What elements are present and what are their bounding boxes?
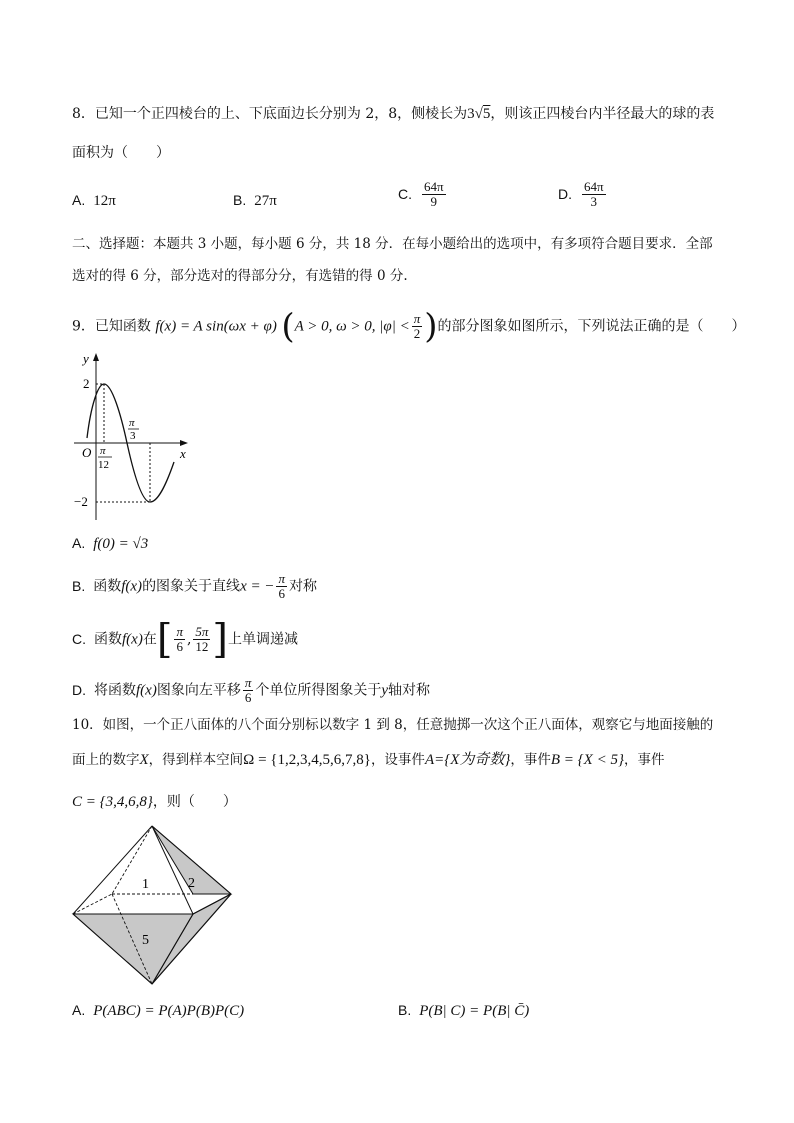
hidden-edge xyxy=(73,894,112,914)
q8-option-c[interactable]: C. $\frac{64\pi}{9}$ xyxy=(398,179,444,209)
q8-option-b[interactable]: B. 27π xyxy=(233,192,277,209)
q9-option-b[interactable]: B. 函数f(x)的图象关于直线x = − $\frac{\pi}{6}$ 对称 xyxy=(72,571,317,601)
fraction: $\frac{\pi}{6}$ xyxy=(278,571,285,601)
fraction: $\frac{\pi}{6}$ xyxy=(176,624,183,654)
q8-line1: 8．已知一个正四棱台的上、下底面边长分别为 2，8，侧棱长为3√5，则该正四棱台内半径最大的球的表 xyxy=(72,106,715,122)
fraction: $\frac{\pi}{2}$ xyxy=(413,311,421,341)
fraction: $\frac{\pi}{6}$ xyxy=(244,675,252,705)
q9-stem: 9．已知函数 f(x) = A sin(ωx + φ) (A > 0, ω > 0, |φ| < $\frac{\pi}{2}$ )的部分图象如图所示，下列说法正确的是（ ） xyxy=(72,306,746,347)
x-axis-label: x xyxy=(180,446,186,461)
q9-option-c[interactable]: C. 函数f(x)在[ $\frac{\pi}{6}$ , $\frac{5\pi}{12}$ ]上单调递减 xyxy=(72,616,299,663)
q8-option-a[interactable]: A. 12π xyxy=(72,192,116,209)
face-label-2: 2 xyxy=(188,876,195,891)
fraction: $\frac{64\pi}{9}$ xyxy=(424,179,444,209)
q10-line3: C = {3,4,6,8}，则（ ） xyxy=(72,794,237,810)
octahedron-figure xyxy=(68,822,238,992)
tick-pi-12-den: 12 xyxy=(98,459,109,471)
y-axis-label: y xyxy=(83,351,89,366)
q9-option-a[interactable]: A. f(0) = √3 xyxy=(72,535,149,552)
min-label: −2 xyxy=(74,494,88,509)
sqrt-expression: 3√5 xyxy=(467,106,491,122)
q8-line2: 面积为（ ） xyxy=(72,145,170,161)
sqrt-sign: √ xyxy=(474,106,483,122)
q10-option-a[interactable]: A. P(ABC) = P(A)P(B)P(C) xyxy=(72,1002,245,1019)
tick-pi-3-num: π xyxy=(129,417,135,429)
tick-pi-12-num: π xyxy=(100,445,106,457)
q10-line1: 10．如图，一个正八面体的八个面分别标以数字 1 到 8，任意抛掷一次这个正八面体，观察它与地面接触的 xyxy=(72,717,714,733)
y-axis-arrow xyxy=(93,353,99,361)
fraction: $\frac{64\pi}{3}$ xyxy=(584,179,604,209)
section2-line2: 选对的得 6 分，部分选对的得部分分，有选错的得 0 分. xyxy=(72,268,408,284)
q10-option-b[interactable]: B. P(B| C) = P(B| C̄) xyxy=(398,1002,530,1019)
q10-line2: 面上的数字X，得到样本空间Ω = {1,2,3,4,5,6,7,8}，设事件A={X为奇数}，事件B = {X < 5}，事件 xyxy=(72,752,665,768)
fraction: $\frac{5\pi}{12}$ xyxy=(195,624,209,654)
section2-line1: 二、选择题：本题共 3 小题，每小题 6 分，共 18 分．在每小题给出的选项中，有多项符合题目要求．全部 xyxy=(72,236,713,252)
q8-option-d[interactable]: D. $\frac{64\pi}{3}$ xyxy=(558,179,604,209)
tick-pi-3-den: 3 xyxy=(130,430,136,442)
q9-option-d[interactable]: D. 将函数f(x)图象向左平移 $\frac{\pi}{6}$ 个单位所得图象关于y轴对称 xyxy=(72,675,431,705)
face-label-5: 5 xyxy=(142,933,149,948)
face-label-1: 1 xyxy=(142,877,149,892)
q9-function-graph xyxy=(70,350,200,525)
origin-label: O xyxy=(82,445,92,460)
max-label: 2 xyxy=(83,376,90,391)
